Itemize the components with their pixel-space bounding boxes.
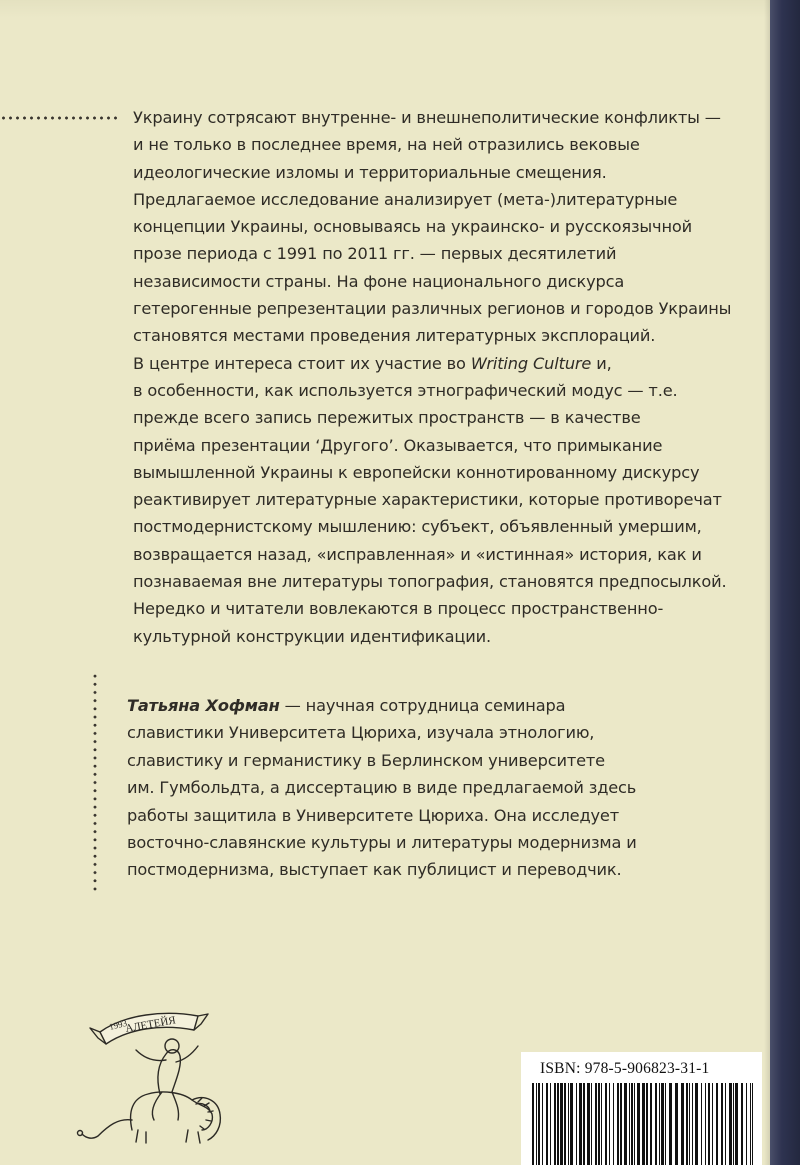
barcode-bar	[741, 1083, 743, 1165]
barcode-bar	[708, 1083, 710, 1165]
barcode-bar	[595, 1083, 597, 1165]
barcode	[532, 1083, 754, 1165]
description-line: концепции Украины, основываясь на украинско- и русскоязычной	[133, 217, 693, 237]
barcode-bar	[695, 1083, 698, 1165]
barcode-bar	[536, 1083, 537, 1165]
barcode-bar	[681, 1083, 684, 1165]
description-line: возвращается назад, «исправленная» и «истинная» история, как и	[133, 544, 702, 564]
barcode-bar	[583, 1083, 585, 1165]
barcode-bar	[591, 1083, 592, 1165]
description-line-start: В центре интереса стоит их участие во	[133, 353, 466, 373]
author-bio	[127, 692, 727, 884]
barcode-bar	[750, 1083, 751, 1165]
description-line-end: и,	[591, 353, 612, 373]
barcode-bar	[550, 1083, 551, 1165]
description-line: приёма презентации ‘Другого’. Оказывается, что примыкание	[133, 435, 663, 455]
description-line: гетерогенные репрезентации различных регионов и городов Украины	[133, 299, 732, 319]
barcode-bar	[669, 1083, 672, 1165]
description-line: Украину сотрясают внутренне- и внешнеполитические конфликты —	[133, 108, 721, 127]
book-description	[133, 104, 733, 650]
author-bio-first-line	[127, 692, 727, 719]
barcode-bar	[624, 1083, 627, 1165]
barcode-bar	[733, 1083, 734, 1165]
barcode-bar	[689, 1083, 690, 1165]
barcode-bar	[729, 1083, 732, 1165]
description-line: Предлагаемое исследование анализирует (мета-)литературные	[133, 189, 678, 209]
author-bio-line: постмодернизма, выступает как публицист и переводчик.	[127, 860, 622, 880]
barcode-bar	[665, 1083, 666, 1165]
barcode-bar	[617, 1083, 619, 1165]
writing-culture-term: Writing Culture	[470, 353, 592, 373]
publisher-year: 1993	[108, 1017, 128, 1032]
barcode-bar	[605, 1083, 607, 1165]
barcode-bar	[655, 1083, 657, 1165]
description-line: Нередко и читатели вовлекаются в процесс пространственно-	[133, 599, 664, 619]
description-line: познаваемая вне литературы топография, становятся предпосылкой.	[133, 572, 727, 592]
publisher-logo	[70, 1002, 240, 1147]
barcode-bar	[712, 1083, 713, 1165]
barcode-bar	[629, 1083, 630, 1165]
barcode-bar	[631, 1083, 633, 1165]
barcode-bar	[560, 1083, 563, 1165]
barcode-bar	[564, 1083, 566, 1165]
description-line: вымышленной Украины к европейски коннотированному дискурсу	[133, 462, 700, 482]
description-line: культурной конструкции идентификации.	[133, 626, 492, 646]
barcode-bar	[609, 1083, 610, 1165]
book-spine	[770, 0, 800, 1165]
barcode-bar	[634, 1083, 635, 1165]
barcode-bar	[735, 1083, 738, 1165]
barcode-bar	[568, 1083, 569, 1165]
author-bio-line: славистики Университета Цюриха, изучала этнологию,	[127, 723, 595, 743]
barcode-bar	[637, 1083, 640, 1165]
barcode-bar	[746, 1083, 747, 1165]
description-line: идеологические изломы и территориальные смещения.	[133, 162, 607, 182]
barcode-bar	[675, 1083, 678, 1165]
author-bio-line: восточно-славянские культуры и литературы модернизма и	[127, 833, 637, 853]
author-bio-line: работы защитила в Университете Цюриха. Она исследует	[127, 805, 620, 825]
barcode-bar	[532, 1083, 534, 1165]
barcode-bar	[576, 1083, 577, 1165]
barcode-bar	[659, 1083, 660, 1165]
description-line: и не только в последнее время, на ней отразились вековые	[133, 135, 640, 155]
description-line: становятся местами проведения литературных эксплораций.	[133, 326, 656, 346]
barcode-bar	[598, 1083, 600, 1165]
barcode-bar	[716, 1083, 718, 1165]
description-line: постмодернистскому мышлению: субъект, объявленный умершим,	[133, 517, 702, 537]
barcode-bar	[705, 1083, 706, 1165]
author-name: Татьяна Хофман	[127, 696, 280, 715]
barcode-bar	[646, 1083, 648, 1165]
barcode-bar	[546, 1083, 548, 1165]
author-bio-line: им. Гумбольдта, а диссертацию в виде предлагаемой здесь	[127, 778, 637, 798]
description-line-writing-culture	[133, 350, 733, 377]
barcode-bar	[692, 1083, 693, 1165]
barcode-bar	[686, 1083, 688, 1165]
barcode-bar	[642, 1083, 645, 1165]
barcode-bar	[650, 1083, 652, 1165]
barcode-bar	[538, 1083, 540, 1165]
barcode-bar	[601, 1083, 602, 1165]
description-line: независимости страны. На фоне национального дискурса	[133, 271, 625, 291]
barcode-bar	[725, 1083, 726, 1165]
barcode-bar	[542, 1083, 543, 1165]
barcode-bar	[579, 1083, 582, 1165]
barcode-bar	[570, 1083, 573, 1165]
barcode-bar	[557, 1083, 559, 1165]
barcode-bar	[620, 1083, 622, 1165]
dotted-rule-vertical	[93, 672, 97, 892]
cover-top-edge	[0, 0, 770, 18]
barcode-bar	[752, 1083, 753, 1165]
barcode-bar	[554, 1083, 556, 1165]
barcode-bar	[721, 1083, 723, 1165]
barcode-bar	[587, 1083, 590, 1165]
barcode-bar	[701, 1083, 702, 1165]
barcode-bar	[613, 1083, 614, 1165]
author-bio-line: славистику и германистику в Берлинском университете	[127, 750, 605, 770]
dotted-rule-horizontal	[0, 116, 118, 120]
description-line: реактивирует литературные характеристики, которые противоречат	[133, 490, 722, 510]
barcode-bar	[661, 1083, 664, 1165]
author-bio-first-line-rest: — научная сотрудница семинара	[279, 696, 566, 715]
publisher-name: АЛЕТЕЙЯ	[124, 1014, 177, 1035]
description-line: в особенности, как используется этнографический модус — т.е.	[133, 380, 678, 400]
description-line: прежде всего запись пережитых пространств — в качестве	[133, 408, 641, 428]
isbn-label: ISBN: 978-5-906823-31-1	[540, 1060, 710, 1077]
description-line: прозе периода с 1991 по 2011 гг. — первых десятилетий	[133, 244, 617, 264]
